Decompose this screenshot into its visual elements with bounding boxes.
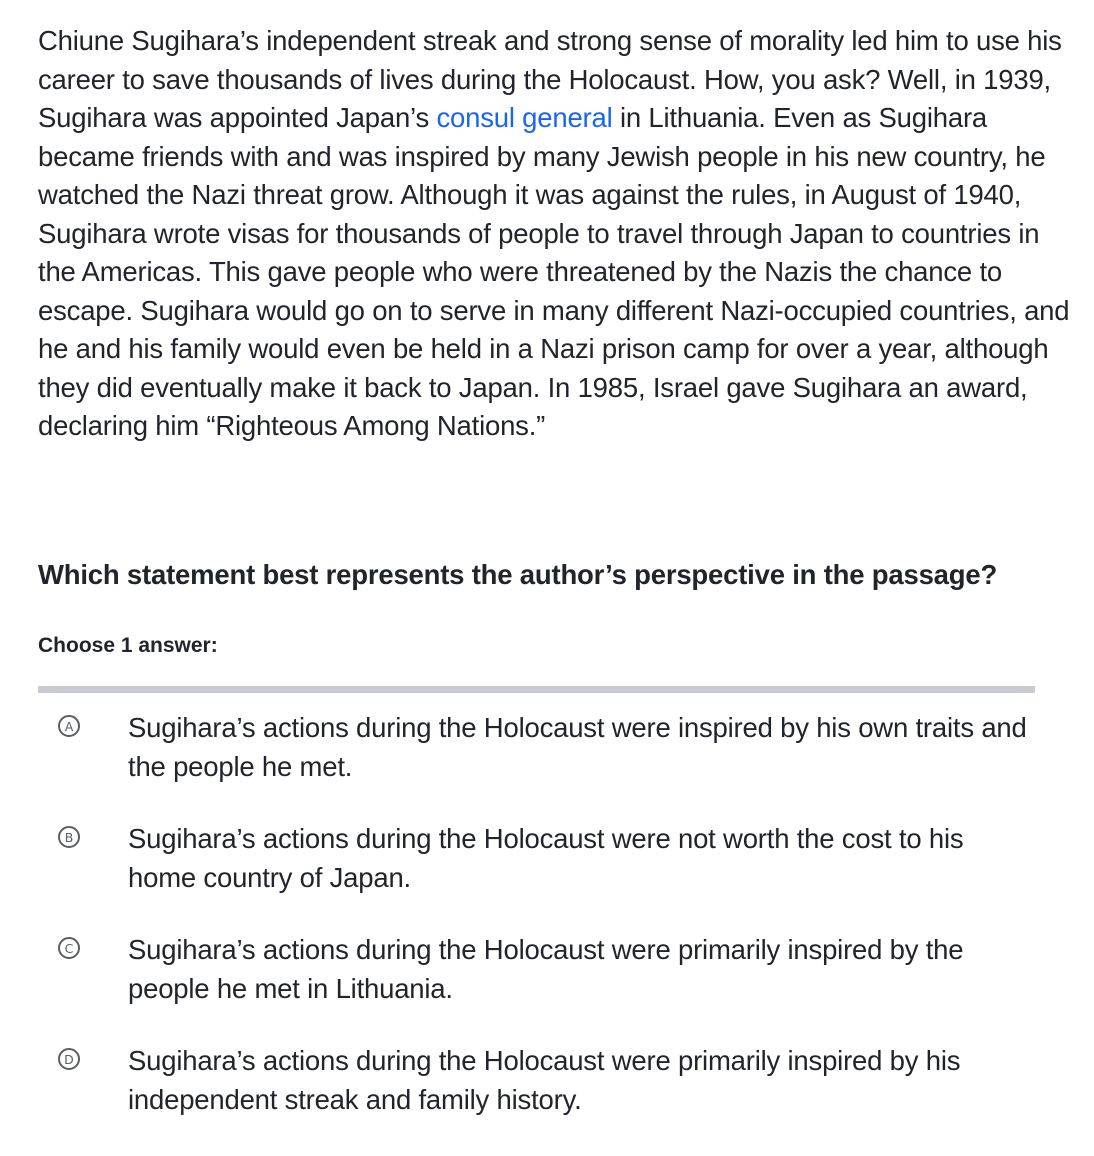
consul-general-link[interactable]: consul general <box>436 102 613 133</box>
choice-b[interactable] <box>38 823 1038 934</box>
choice-c-text[interactable]: Sugihara’s actions during the Holocaust were primarily inspired by the people he met in Lithuania. <box>128 934 964 1004</box>
choice-b-radio[interactable]: B <box>58 826 80 848</box>
choice-a[interactable] <box>38 712 1038 823</box>
passage-text-part-2: in Lithuania. Even as Sugihara became friends with and was inspired by many Jewish people in his new country, he watched the Nazi threat grow. Although it was against the rules, in August of 1940, Sugihara wrote visas for thousands of people to travel through Japan to countries in the Americas. This gave people who were threatened by the Nazis the chance to escape. Sugihara would go on to serve in many different Nazi-occupied countries, and he and his family would even be held in a Nazi prison camp for over a year, although they did eventually make it back to Japan. In 1985, Israel gave Sugihara an award, declaring him “Righteous Among Nations.” <box>38 102 1070 441</box>
choose-answer-instruction: Choose 1 answer: <box>38 634 218 657</box>
choice-b-text[interactable]: Sugihara’s actions during the Holocaust were not worth the cost to his home country of Japan. <box>128 823 964 893</box>
choice-d-radio[interactable]: D <box>58 1048 80 1070</box>
choice-d[interactable] <box>38 1045 1038 1156</box>
choice-a-text[interactable]: Sugihara’s actions during the Holocaust were inspired by his own traits and the people he met. <box>128 712 1027 782</box>
divider <box>38 686 1035 693</box>
choice-d-text[interactable]: Sugihara’s actions during the Holocaust were primarily inspired by his independent streak and family history. <box>128 1045 961 1115</box>
passage-text <box>38 22 1074 446</box>
passage-text-part-1: Chiune Sugihara’s independent streak and strong sense of morality led him to use his career to save thousands of lives during the Holocaust. How, you ask? Well, in 1939, Sugihara was appointed Japan’s <box>38 25 1062 133</box>
question-text: Which statement best represents the author’s perspective in the passage? <box>38 559 998 590</box>
answer-choices <box>38 712 1038 1156</box>
choice-c[interactable] <box>38 934 1038 1045</box>
choice-c-radio[interactable]: C <box>58 937 80 959</box>
choice-a-radio[interactable]: A <box>58 715 80 737</box>
